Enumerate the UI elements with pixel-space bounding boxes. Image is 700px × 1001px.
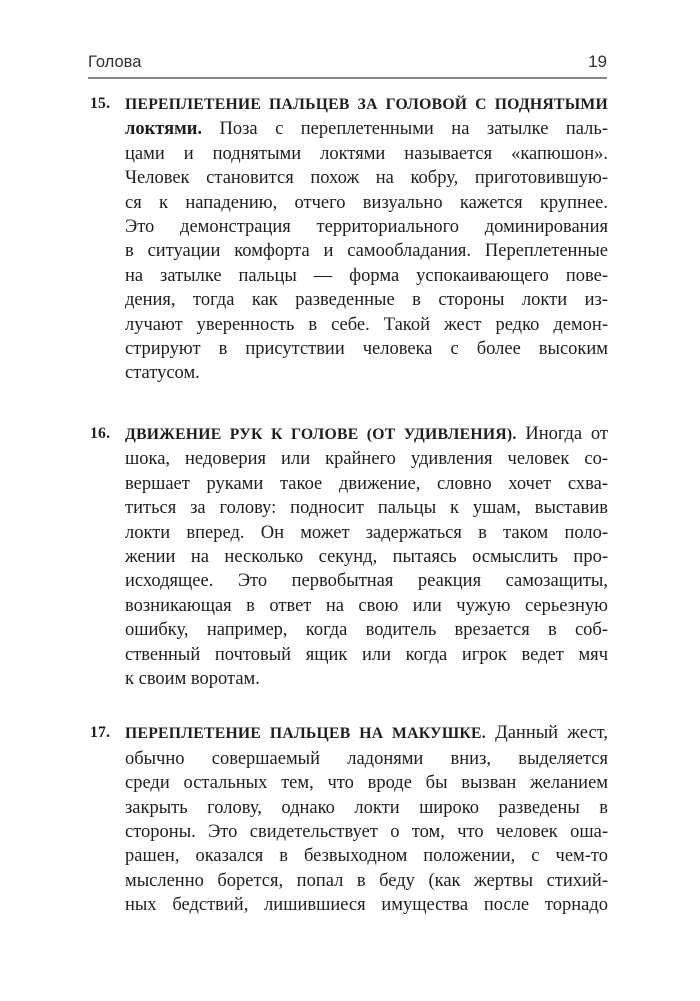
body-text: исходящее. Это первобытная реакция самозащиты, — [125, 571, 608, 592]
text-line — [125, 747, 608, 771]
text-line — [125, 215, 608, 239]
text-line — [125, 264, 608, 288]
body-text: стороны. Это свидетельствует о том, что человек оша- — [125, 821, 608, 842]
text-line — [125, 521, 608, 545]
body-text: ных бедствий, лишившиеся имущества после торнадо — [125, 895, 608, 916]
paragraph — [88, 422, 608, 691]
body-text: Поза с переплетенными на затылке паль- — [202, 119, 608, 140]
text-line — [125, 893, 608, 917]
page-number: 19 — [588, 52, 607, 71]
body-text: Иногда от — [516, 423, 608, 444]
heading-caps: ДВИЖЕНИЕ РУК К ГОЛОВЕ (ОТ УДИВЛЕНИЯ). — [125, 425, 517, 443]
heading-caps: ПЕРЕПЛЕТЕНИЕ ПАЛЬЦЕВ НА МАКУШКЕ. — [125, 725, 486, 743]
text-line — [125, 142, 608, 166]
body-text: лучают уверенность в себе. Такой жест редко демон- — [125, 314, 608, 335]
text-line — [125, 496, 608, 520]
body-text: закрыть голову, однако локти широко разведены в — [125, 797, 608, 818]
page-header — [88, 52, 607, 72]
text-line — [125, 191, 608, 215]
text-line — [125, 594, 608, 618]
body-text: дения, тогда как разведенные в стороны локти из- — [125, 290, 608, 311]
body-text: возникающая в ответ на свою или чужую серьезную — [125, 595, 608, 616]
body-text: Это демонстрация территориального доминирования — [125, 217, 608, 238]
text-line — [125, 288, 608, 312]
text-line — [125, 643, 608, 667]
body-text: ся к нападению, отчего визуально кажется крупнее. — [125, 192, 608, 213]
text-line — [125, 771, 608, 795]
text-line — [125, 667, 608, 691]
text-line — [125, 361, 608, 385]
body-text: рашен, оказался в безвыходном положении, с чем-то — [125, 846, 608, 867]
body-text: на затылке пальцы — форма успокаивающего пове- — [125, 265, 608, 286]
text-line — [125, 796, 608, 820]
text-line — [125, 721, 608, 746]
header-rule — [88, 77, 607, 79]
body-text: обычно совершаемый ладонями вниз, выделяется — [125, 748, 608, 769]
paragraph-number: 17. — [90, 724, 111, 742]
body-text: локти вперед. Он может задержаться в таком поло- — [125, 522, 608, 543]
heading-bold: локтями. — [125, 119, 203, 140]
body-text: статусом. — [125, 363, 200, 384]
text-line — [125, 422, 608, 447]
running-title: Голова — [88, 53, 142, 71]
body-text: Данный жест, — [485, 723, 608, 744]
body-text: мысленно борется, попал в беду (как жертвы стихий- — [125, 870, 608, 891]
body-text: к своим воротам. — [125, 668, 260, 689]
body-text: жении на несколько секунд, пытаясь осмыслить про- — [125, 546, 608, 567]
paragraph-list — [88, 92, 608, 918]
text-line — [125, 618, 608, 642]
body-text: ственный почтовый ящик или когда игрок ведет мяч — [125, 644, 608, 665]
body-text: цами и поднятыми локтями называется «капюшон». — [125, 143, 608, 164]
text-line — [125, 869, 608, 893]
text-line — [125, 313, 608, 337]
heading-caps: ПЕРЕПЛЕТЕНИЕ ПАЛЬЦЕВ ЗА ГОЛОВОЙ С ПОДНЯТЫМИ — [125, 96, 608, 113]
text-line — [125, 820, 608, 844]
body-text: вершает руками такое движение, словно хочет схва- — [125, 473, 608, 494]
paragraph-number: 15. — [90, 95, 111, 112]
text-line — [125, 166, 608, 190]
text-line — [125, 447, 608, 471]
text-line — [125, 239, 608, 263]
text-line — [125, 117, 608, 141]
body-text: среди остальных тем, что вроде бы вызван желанием — [125, 773, 608, 794]
body-text: стрируют в присутствии человека с более высоким — [125, 339, 608, 360]
text-line — [125, 844, 608, 868]
text-line — [125, 545, 608, 569]
body-text: Человек становится похож на кобру, приготовившую- — [125, 168, 608, 189]
body-text: шока, недоверия или крайнего удивления человек со- — [125, 449, 608, 470]
text-line — [125, 569, 608, 593]
text-line — [125, 337, 608, 361]
body-text: титься за голову: подносит пальцы к ушам, выставив — [125, 498, 608, 519]
paragraph — [88, 92, 608, 386]
text-line — [125, 472, 608, 496]
paragraph — [88, 721, 608, 917]
body-text: в ситуации комфорта и самообладания. Переплетенные — [125, 241, 608, 262]
body-text: ошибку, например, когда водитель врезается в соб- — [125, 620, 608, 641]
paragraph-number: 16. — [90, 424, 111, 442]
text-line — [125, 92, 608, 117]
